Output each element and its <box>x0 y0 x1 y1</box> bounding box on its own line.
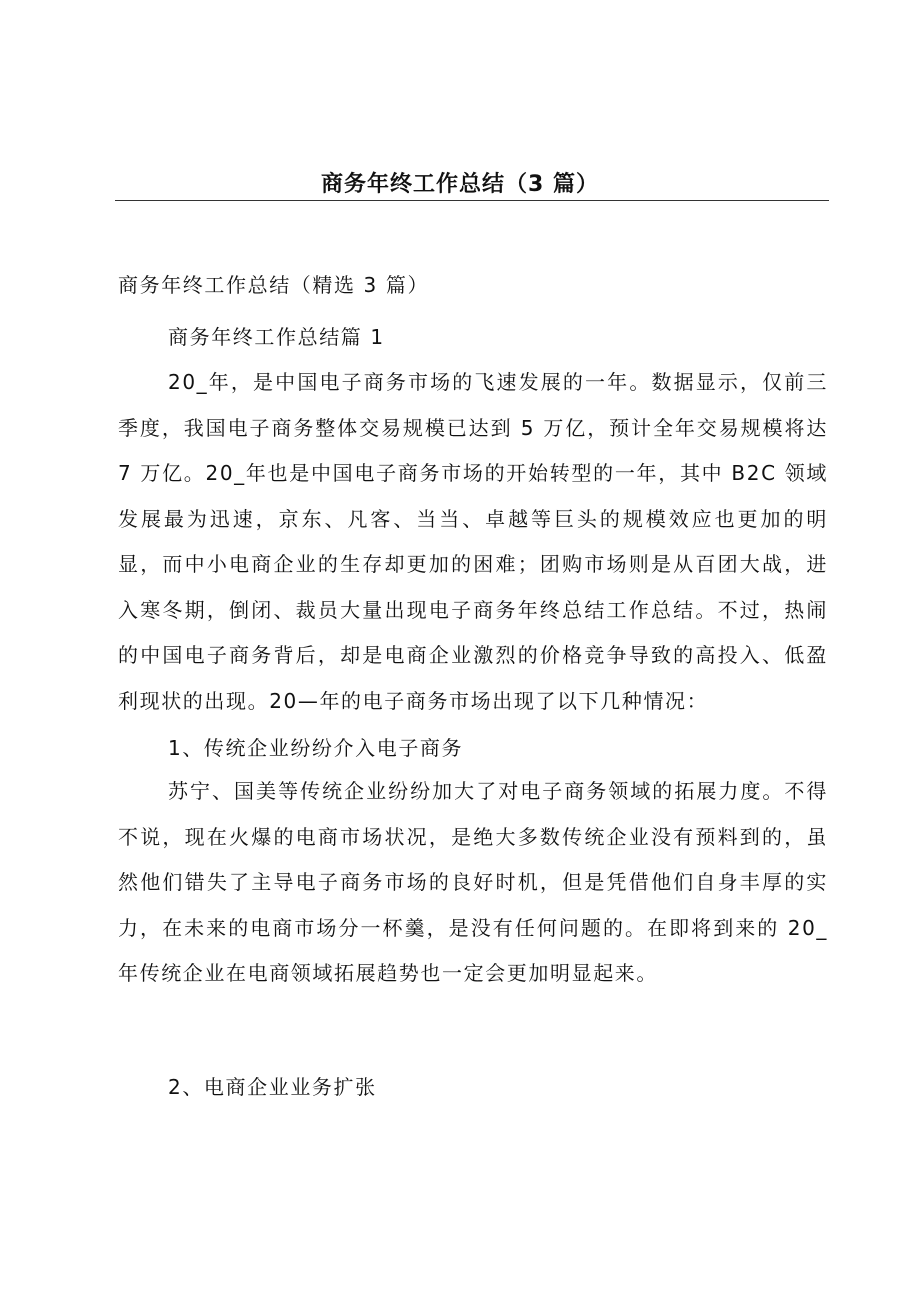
paragraph-2: 苏宁、国美等传统企业纷纷加大了对电子商务领域的拓展力度。不得不说，现在火爆的电商市场状况，是绝大多数传统企业没有预料到的，虽然他们错失了主导电子商务市场的良好时机，但是凭借他们自身丰厚的实力，在未来的电商市场分一杯羹，是没有任何问题的。在即将到来的 20_年传统企业在电商领域拓展趋势也一定会更加明显起来。 <box>118 779 828 985</box>
list-item-2: 2、电商企业业务扩张 <box>168 1075 377 1099</box>
list-item-1: 1、传统企业纷纷介入电子商务 <box>168 736 464 760</box>
title-underline <box>115 200 829 201</box>
article-heading: 商务年终工作总结篇 1 <box>168 325 385 349</box>
paragraph-1: 20_年，是中国电子商务市场的飞速发展的一年。数据显示，仅前三季度，我国电子商务整体交易规模已达到 5 万亿，预计全年交易规模将达 7 万亿。20_年也是中国电子商务市场的开始转型的一年，其中 B2C 领域发展最为迅速，京东、凡客、当当、卓越等巨头的规模效应也更加的明显，而中小电商企业的生存却更加的困难；团购市场则是从百团大战，进入寒冬期，倒闭、裁员大量出现电子商务年终总结工作总结。不过，热闹的中国电子商务背后，却是电商企业激烈的价格竞争导致的高投入、低盈利现状的出现。20—年的电子商务市场出现了以下几种情况： <box>118 370 828 713</box>
document-subtitle: 商务年终工作总结（精选 3 篇） <box>118 273 430 297</box>
document-title: 商务年终工作总结（3 篇） <box>321 172 599 197</box>
